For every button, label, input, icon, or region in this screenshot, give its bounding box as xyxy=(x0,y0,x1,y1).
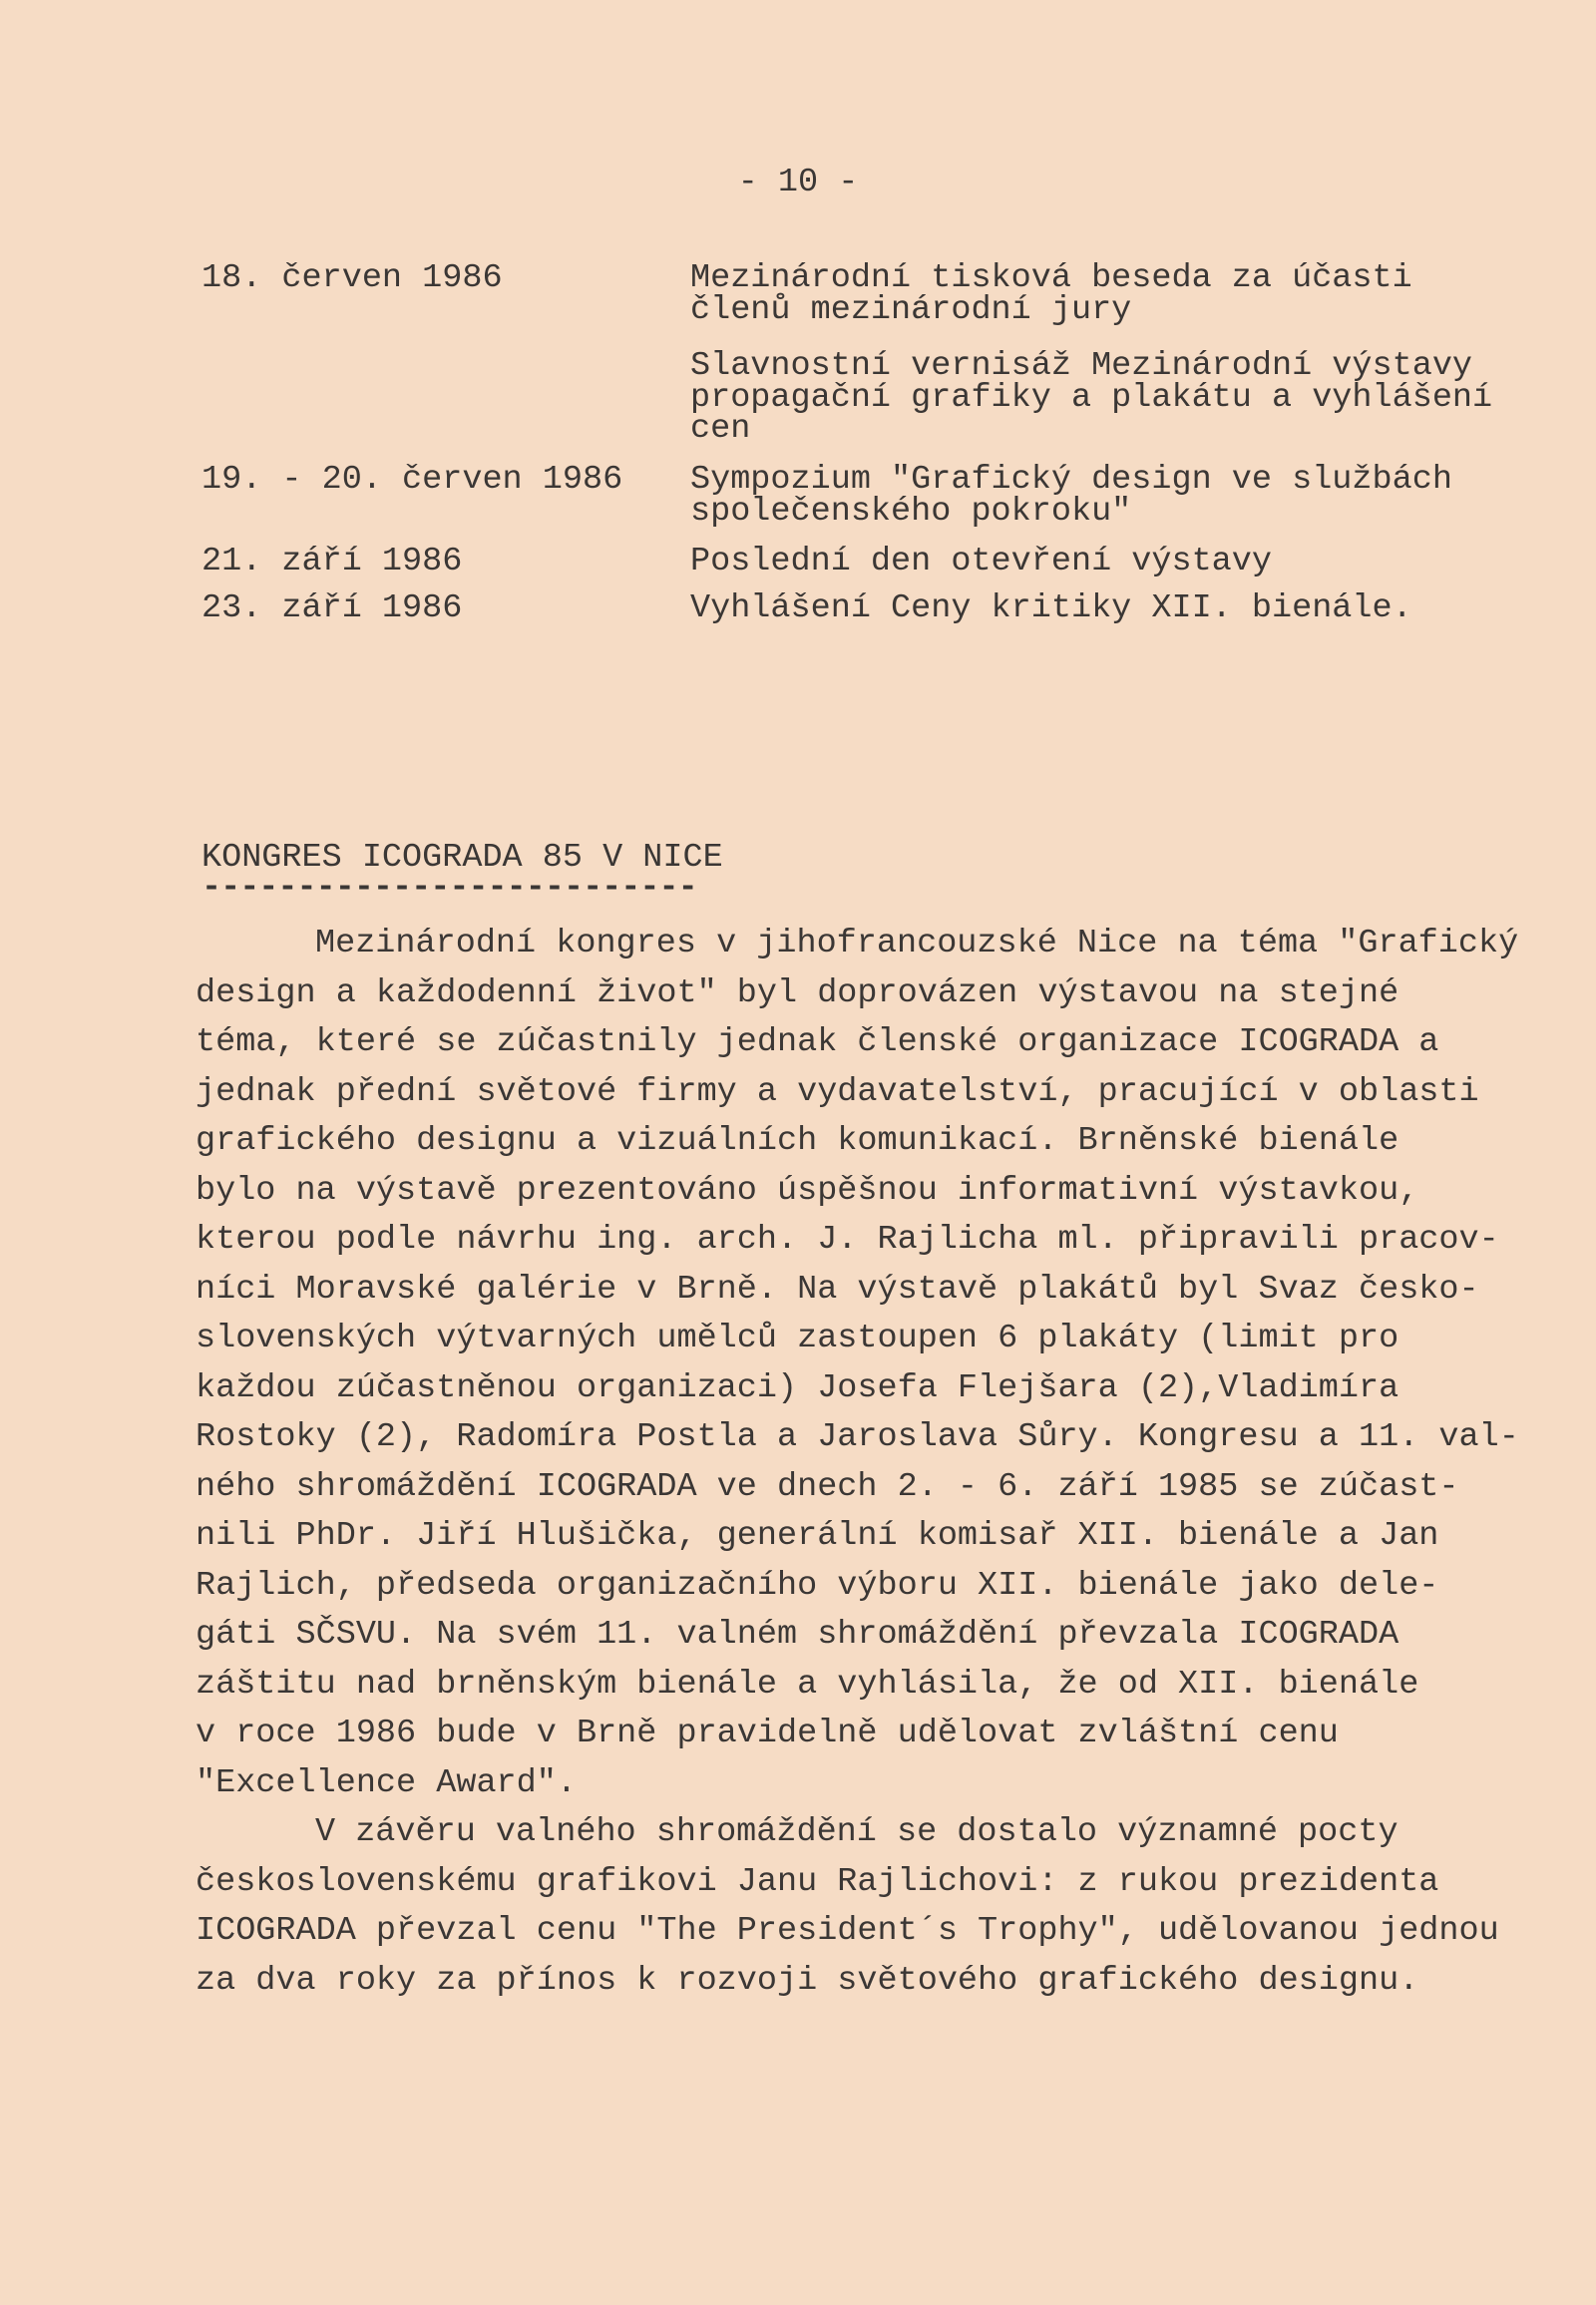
schedule-date: 18. červen 1986 xyxy=(201,259,503,297)
schedule-date: 21. září 1986 xyxy=(201,543,463,580)
paragraph-line: "Excellence Award". xyxy=(196,1763,577,1802)
paragraph-line: níci Moravské galérie v Brně. Na výstavě plakátů byl Svaz česko- xyxy=(196,1270,1479,1309)
schedule-event: Vyhlášení Ceny kritiky XII. bienále. xyxy=(690,589,1412,627)
schedule-event: Poslední den otevření výstavy xyxy=(690,543,1272,580)
paragraph-line: nili PhDr. Jiří Hlušička, generální komisař XII. bienále a Jan xyxy=(196,1517,1439,1555)
paragraph-line: design a každodenní život" byl doprovázen výstavou na stejné xyxy=(196,973,1399,1012)
paragraph-line: V závěru valného shromáždění se dostalo významné pocty xyxy=(315,1813,1398,1851)
paragraph-line: téma, které se zúčastnily jednak členské organizace ICOGRADA a xyxy=(196,1023,1439,1061)
paragraph-line: záštitu nad brněnským bienále a vyhlásila, že od XII. bienále xyxy=(196,1665,1419,1704)
paragraph-line: každou zúčastněnou organizaci) Josefa Flejšara (2),Vladimíra xyxy=(196,1368,1399,1407)
paragraph-line: slovenských výtvarných umělců zastoupen 6 plakáty (limit pro xyxy=(196,1320,1399,1357)
paragraph-line: Rostoky (2), Radomíra Postla a Jaroslava Sůry. Kongresu a 11. val- xyxy=(196,1418,1519,1456)
heading-underline: -------------------------- xyxy=(201,869,697,907)
paragraph-line: kterou podle návrhu ing. arch. J. Rajlicha ml. připravili pracov- xyxy=(196,1221,1499,1259)
paragraph-line: ného shromáždění ICOGRADA ve dnech 2. - 6. září 1985 se zúčast- xyxy=(196,1467,1459,1506)
paragraph-line: gáti SČSVU. Na svém 11. valném shromáždění převzala ICOGRADA xyxy=(196,1616,1399,1654)
paragraph-line: Mezinárodní kongres v jihofrancouzské Nice na téma "Grafický xyxy=(315,925,1519,962)
paragraph-line: Rajlich, předseda organizačního výboru XII. bienále jako dele- xyxy=(196,1566,1439,1605)
paragraph-line: ICOGRADA převzal cenu "The President´s Trophy", udělovanou jednou xyxy=(196,1912,1499,1950)
paragraph-line: za dva roky za přínos k rozvoji světového grafického designu. xyxy=(196,1961,1419,2000)
paragraph-line: v roce 1986 bude v Brně pravidelně udělovat zvláštní cenu xyxy=(196,1715,1339,1752)
paragraph-line: bylo na výstavě prezentováno úspěšnou informativní výstavkou, xyxy=(196,1171,1419,1210)
schedule-event: Slavnostní vernisáž Mezinárodní výstavy propagační grafiky a plakátu a vyhlášení cen xyxy=(690,347,1493,448)
schedule-date: 23. září 1986 xyxy=(201,589,463,627)
paragraph-line: grafického designu a vizuálních komunikací. Brněnské bienále xyxy=(196,1122,1399,1160)
schedule-date: 19. - 20. červen 1986 xyxy=(201,461,623,499)
schedule-event: Mezinárodní tisková beseda za účasti členů mezinárodní jury xyxy=(690,259,1412,329)
schedule-event: Sympozium "Grafický design ve službách společenského pokroku" xyxy=(690,461,1452,531)
section-body xyxy=(196,920,1519,2006)
page-number: - 10 - xyxy=(737,164,859,201)
paragraph-line: jednak přední světové firmy a vydavatelství, pracující v oblasti xyxy=(196,1072,1479,1111)
section-heading: KONGRES ICOGRADA 85 V NICE xyxy=(201,839,723,877)
paragraph-line: československému grafikovi Janu Rajlichovi: z rukou prezidenta xyxy=(196,1862,1439,1901)
